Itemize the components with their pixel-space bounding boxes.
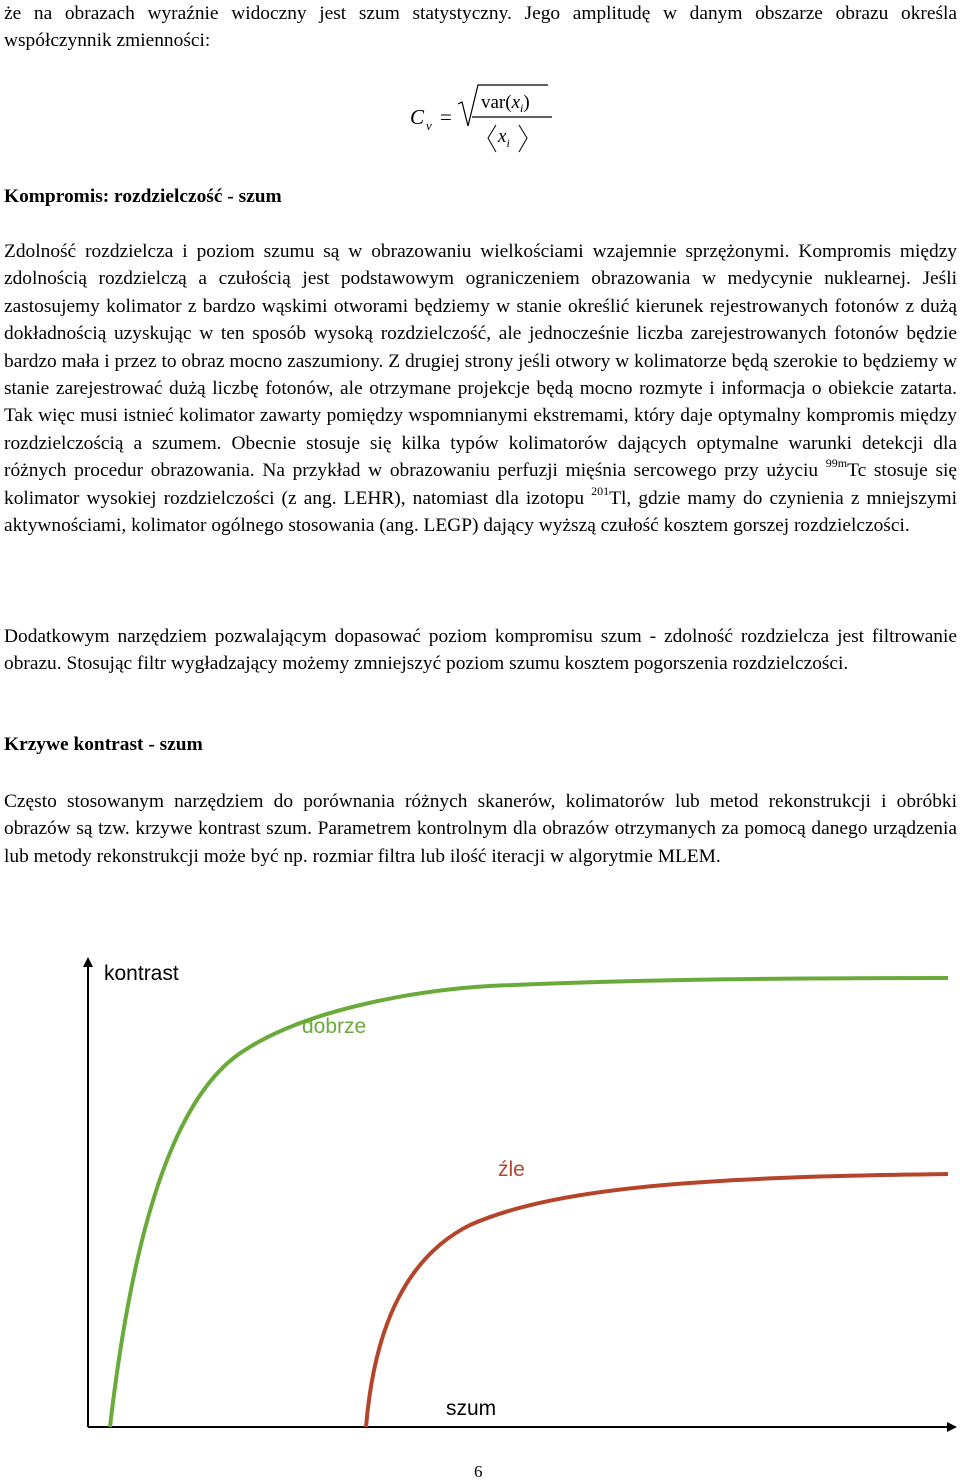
section-heading-contrast-noise: Krzywe kontrast - szum	[4, 734, 203, 755]
compromise-text-c: stosuje się kolimator wysokiej rozdzielczości (z ang. LEHR), natomiast dla izotopu	[4, 460, 957, 509]
page-number: 6	[474, 1462, 483, 1481]
tl-mass-number: 201	[591, 483, 610, 498]
series-label-dobrze: dobrze	[302, 1015, 367, 1038]
right-angle-bracket	[519, 125, 527, 152]
tc-mass-number: 99m	[825, 456, 848, 471]
compromise-paragraph	[4, 238, 957, 539]
filtering-paragraph: Dodatkowym narzędziem pozwalającym dopasować poziom kompromisu szum - zdolność rozdzielcza jest filtrowanie obrazu. Stosując filtr wygładzający możemy zmniejszyć poziom szumu kosztem pogorszenia rozdzielczości.	[4, 626, 957, 675]
intro-text: że na obrazach wyraźnie widoczny jest szum statystyczny. Jego amplitudę w danym obszarze obrazu określa współczynnik zmienności:	[4, 3, 957, 52]
x-axis-label: szum	[446, 1397, 497, 1420]
formula-equals: =	[440, 105, 452, 129]
coefficient-of-variation-formula	[400, 76, 570, 164]
section-heading-compromise: Kompromis: rozdzielczość - szum	[4, 186, 282, 207]
series-line-dobrze	[110, 978, 948, 1427]
intro-paragraph	[4, 0, 957, 55]
tc-symbol: Tc	[847, 460, 867, 482]
compromise-text-a: Zdolność rozdzielcza i poziom szumu są w obrazowaniu wielkościami wzajemnie sprzężonymi. Kompromis między zdolnością rozdzielczą a czułością jest podstawowym ograniczeniem obrazowania w medycynie nuklearnej.	[4, 241, 957, 290]
formula-numerator: $var(x_i)$	[481, 92, 530, 115]
tl-symbol: Tl,	[609, 487, 632, 509]
y-axis-label: kontrast	[104, 962, 179, 985]
compromise-text-b: Jeśli zastosujemy kolimator z bardzo wąskimi otworami będziemy w stanie określić kierunek rejestrowanych fotonów z dużą dokładnością uzyskując w ten sposób wysoką rozdzielczość, ale jednocześnie liczba zarejestrowanych fotonów będzie bardzo mała i przez to obraz mocno zaszumiony. Z drugiej strony jeśli otwory w kolimatorze będą szerokie to będziemy w stanie zarejestrować dużą liczbę fotonów, ale otrzymane projekcje będą mocno rozmyte i informacja o obiekcie zatarta. Tak więc musi istnieć kolimator zawarty pomiędzy wspomnianymi ekstremami, który daje optymalny kompromis między rozdzielczością a szumem. Obecnie stosuje się kilka typów kolimatorów dających optymalne warunki detekcji dla różnych procedur obrazowania. Na przykład w obrazowaniu perfuzji mięśnia sercowego przy użyciu	[4, 268, 957, 482]
compromise-text-d: gdzie mamy do czynienia z mniejszymi aktywnościami, kolimator ogólnego stosowania (ang. LEGP) dający wyższą czułość kosztem gorszej rozdzielczości.	[4, 487, 957, 537]
series-line-zle	[366, 1174, 948, 1427]
contrast-noise-paragraph: Często stosowanym narzędziem do porównania różnych skanerów, kolimatorów lub metod rekonstrukcji i obróbki obrazów są tzw. krzywe kontrast szum. Parametrem kontrolnym dla obrazów otrzymanych za pomocą danego urządzenia lub metody rekonstrukcji może być np. rozmiar filtra lub ilość iteracji w algorytmie MLEM.	[4, 791, 957, 867]
formula-lhs-sub: v	[426, 118, 432, 133]
contrast-noise-chart	[0, 940, 960, 1440]
left-angle-bracket	[488, 125, 496, 152]
series-label-zle: źle	[498, 1158, 525, 1181]
formula-denominator: $x_i$	[498, 126, 510, 150]
formula-lhs: C	[410, 105, 425, 129]
